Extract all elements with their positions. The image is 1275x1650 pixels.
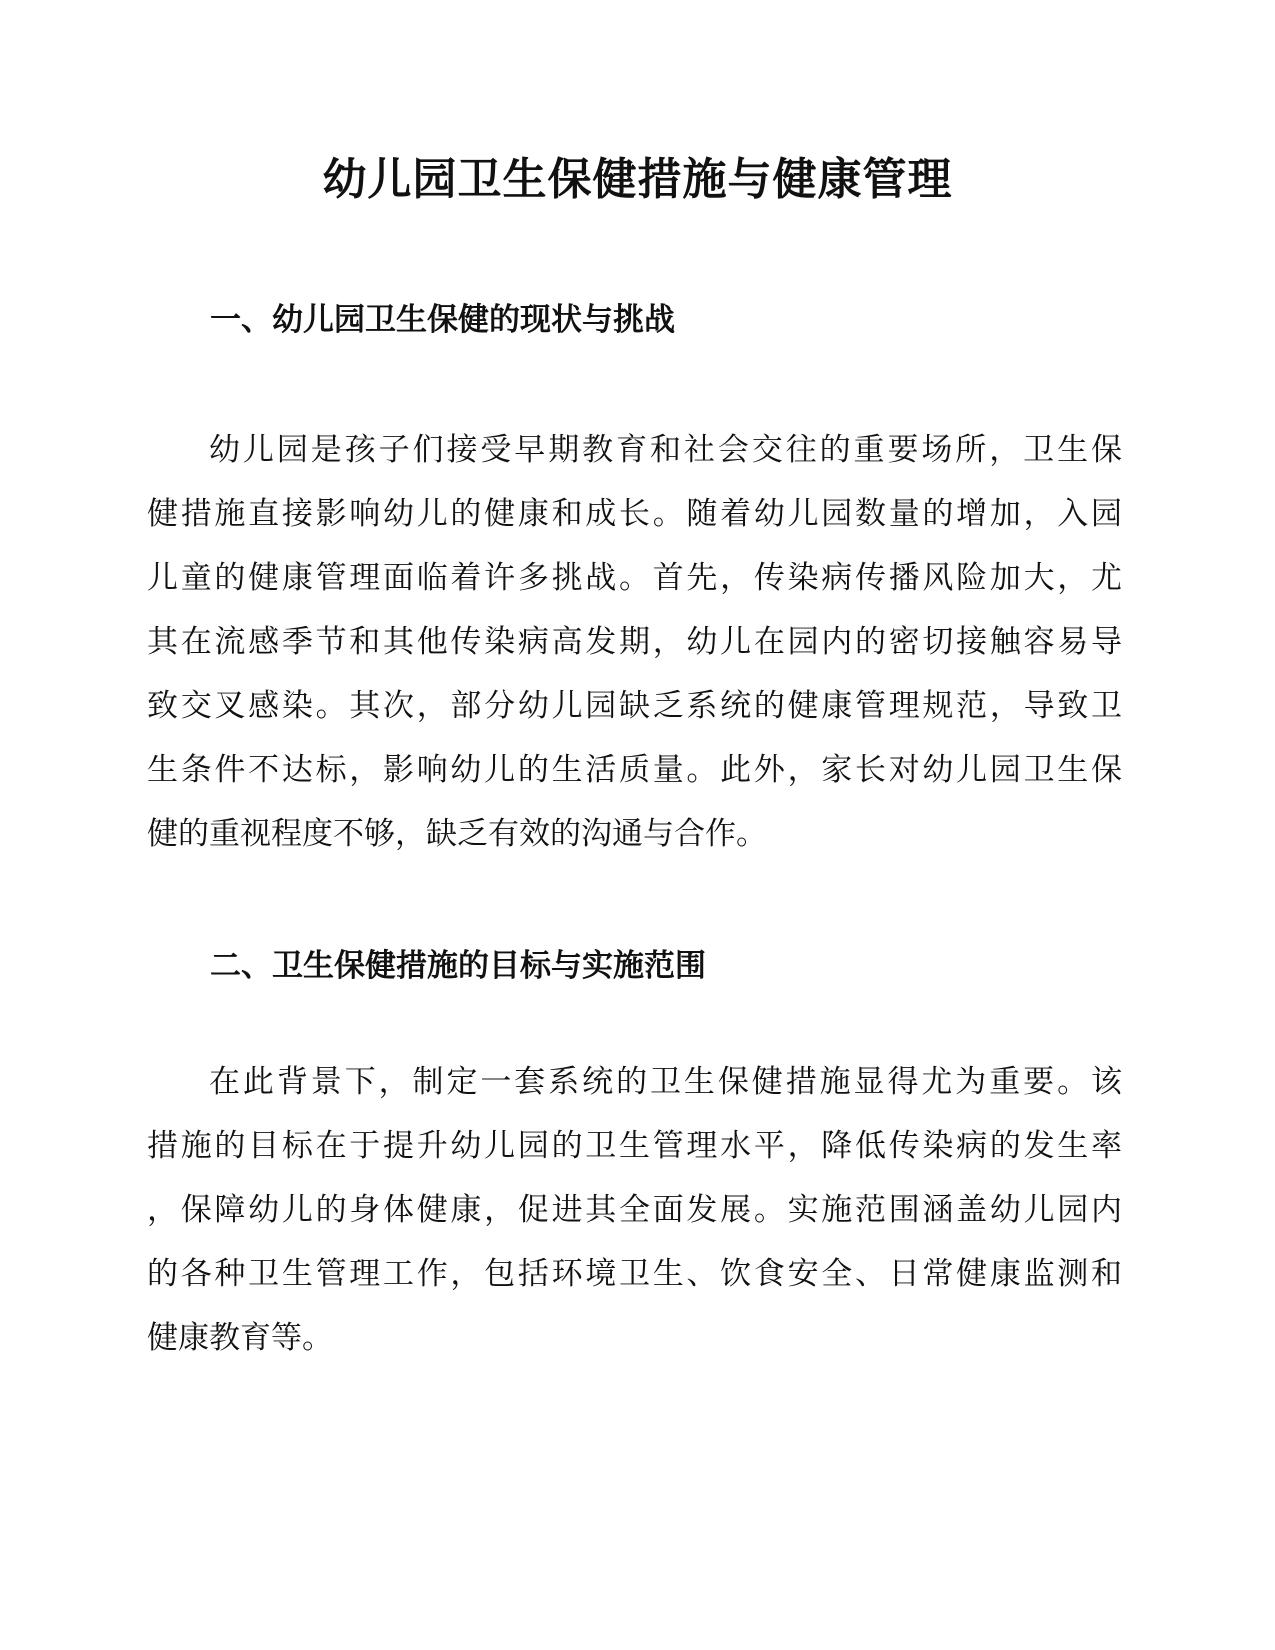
section-2-heading: 二、卫生保健措施的目标与实施范围	[210, 948, 706, 984]
paragraph-line: 措施的目标在于提升幼儿园的卫生管理水平，降低传染病的发生率	[147, 1128, 1122, 1164]
paragraph-line: 的各种卫生管理工作，包括环境卫生、饮食安全、日常健康监测和	[147, 1256, 1122, 1292]
paragraph-line: ，保障幼儿的身体健康，促进其全面发展。实施范围涵盖幼儿园内	[147, 1192, 1122, 1228]
paragraph-line: 生条件不达标，影响幼儿的生活质量。此外，家长对幼儿园卫生保	[147, 752, 1122, 788]
paragraph-line: 幼儿园是孩子们接受早期教育和社会交往的重要场所，卫生保	[209, 432, 1122, 468]
paragraph-line: 儿童的健康管理面临着许多挑战。首先，传染病传播风险加大，尤	[147, 560, 1122, 596]
section-1-heading: 一、幼儿园卫生保健的现状与挑战	[210, 302, 675, 338]
paragraph-line: 健的重视程度不够，缺乏有效的沟通与合作。	[147, 816, 767, 852]
paragraph-line: 在此背景下，制定一套系统的卫生保健措施显得尤为重要。该	[209, 1064, 1122, 1100]
paragraph-line: 健措施直接影响幼儿的健康和成长。随着幼儿园数量的增加，入园	[147, 496, 1122, 532]
section-1-paragraph	[147, 418, 1122, 866]
document-title: 幼儿园卫生保健措施与健康管理	[322, 154, 953, 205]
paragraph-line: 致交叉感染。其次，部分幼儿园缺乏系统的健康管理规范，导致卫	[147, 688, 1122, 724]
paragraph-line: 健康教育等。	[147, 1320, 333, 1356]
paragraph-line: 其在流感季节和其他传染病高发期，幼儿在园内的密切接触容易导	[147, 624, 1122, 660]
section-2-paragraph	[147, 1050, 1122, 1370]
